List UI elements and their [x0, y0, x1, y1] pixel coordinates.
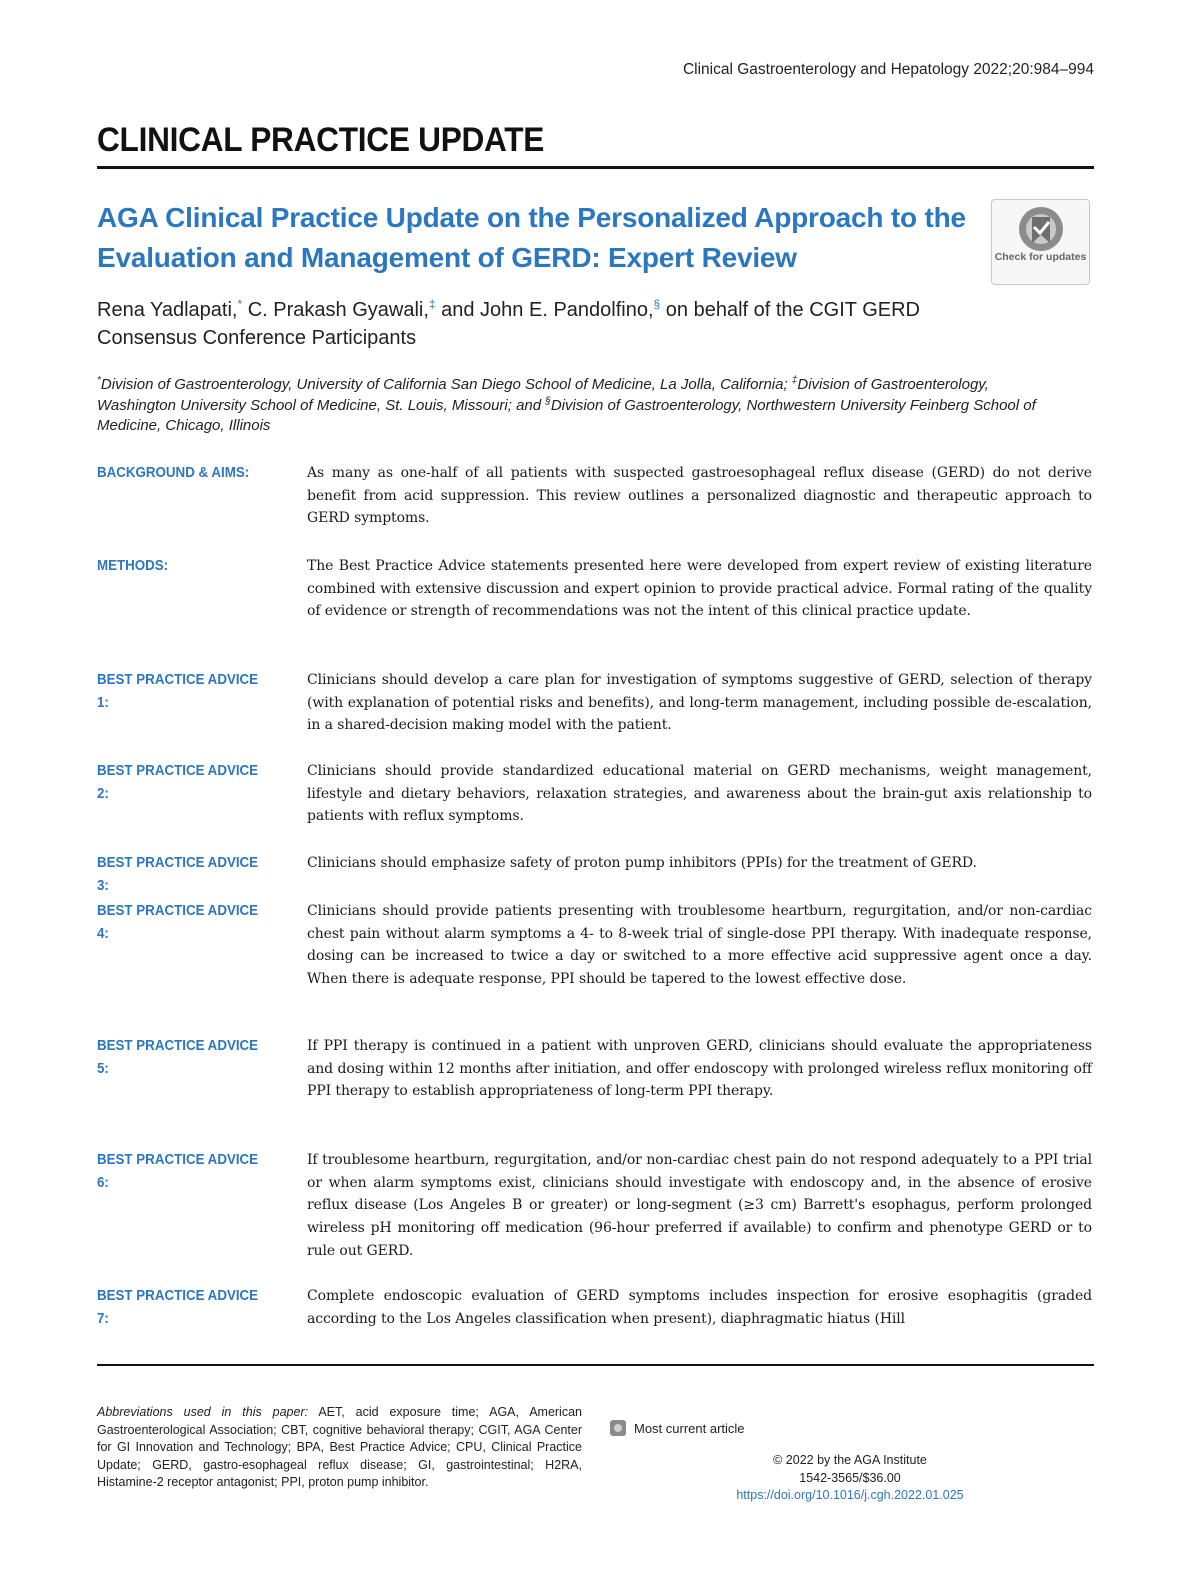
section-heading: CLINICAL PRACTICE UPDATE [97, 121, 545, 159]
bpa3-label: BEST PRACTICE ADVICE 3: [97, 855, 259, 894]
affil-text: Division of Gastroenterology, University of California San Diego School of Medicine, La Jolla, California; [100, 376, 792, 393]
author-name: C. Prakash Gyawali, [242, 299, 429, 321]
header-divider [97, 166, 1094, 169]
bpa7-text: Complete endoscopic evaluation of GERD symptoms includes inspection for erosive esophagitis (graded according to the Los Angeles classification when present), diaphragmatic hiatus (Hill [307, 1288, 1092, 1327]
author-mark[interactable]: * [237, 297, 243, 311]
author-name: and John E. Pandolfino, [435, 299, 654, 321]
bpa2-label: BEST PRACTICE ADVICE 2: [97, 763, 259, 802]
bpa7-label: BEST PRACTICE ADVICE 7: [97, 1288, 259, 1327]
affil-mark: * [97, 375, 101, 386]
footer-divider [97, 1364, 1094, 1366]
affil-text: Division of Gastroenterology, Washington University School of Medicine, St. Louis, Missouri; and [97, 376, 989, 414]
affil-mark: § [545, 395, 551, 407]
journal-citation: Clinical Gastroenterology and Hepatology 2022;20:984–994 [682, 61, 1094, 78]
bpa3-text: Clinicians should emphasize safety of proton pump inhibitors (PPIs) for the treatment of GERD. [307, 855, 977, 871]
author-mark[interactable]: ‡ [428, 297, 436, 311]
background-label: BACKGROUND & AIMS: [97, 465, 250, 481]
affil-text: Division of Gastroenterology, Northwestern University Feinberg School of Medicine, Chicago, Illinois [97, 396, 1036, 434]
affiliations [97, 375, 1057, 437]
article-title: AGA Clinical Practice Update on the Personalized Approach to the Evaluation and Management of GERD: Expert Review [97, 202, 966, 273]
background-text: As many as one-half of all patients with suspected gastroesophageal reflux disease (GERD) do not derive benefit from acid suppression. This review outlines a personalized diagnostic and therapeutic approach to GERD symptoms. [307, 465, 1092, 527]
methods-text: The Best Practice Advice statements presented here were developed from expert review of existing literature combined with extensive discussion and expert opinion to provide practical advice. Formal rating of the quality of evidence or strength of recommendations was not the intent of this clinical practice update. [307, 558, 1092, 620]
bpa5-text: If PPI therapy is continued in a patient with unproven GERD, clinicians should evaluate the appropriateness and dosing within 12 months after initiation, and offer endoscopy with prolonged wireless reflux monitoring off PPI therapy to establish appropriateness of long-term PPI therapy. [307, 1038, 1092, 1100]
bpa2-text: Clinicians should provide standardized educational material on GERD mechanisms, weight management, lifestyle and dietary behaviors, relaxation strategies, and awareness about the brain-gut axis relationship to patients with reflux symptoms. [307, 763, 1092, 825]
bpa5-label: BEST PRACTICE ADVICE 5: [97, 1038, 259, 1077]
author-group: on behalf of the CGIT GERD Consensus Conference Participants [97, 299, 920, 349]
abbreviations-note [97, 1404, 582, 1492]
affil-mark: ‡ [791, 375, 798, 386]
bpa4-label: BEST PRACTICE ADVICE 4: [97, 903, 259, 942]
author-list [97, 296, 997, 352]
issn-line: 1542-3565/$36.00 [799, 1470, 901, 1485]
bpa6-label: BEST PRACTICE ADVICE 6: [97, 1152, 259, 1191]
bpa1-label: BEST PRACTICE ADVICE 1: [97, 672, 259, 711]
current-article-label: Most current article [634, 1420, 745, 1436]
copyright-block [700, 1452, 1000, 1505]
author-mark[interactable]: § [653, 297, 661, 311]
author-name: Rena Yadlapati, [97, 299, 238, 321]
bpa4-text: Clinicians should provide patients presenting with troublesome heartburn, regurgitation, and/or non-cardiac chest pain without alarm symptoms a 4- to 8-week trial of single-dose PPI therapy. With inadequate response, dosing can be increased to twice a day or switched to a more effective acid suppressive agent once a day. When there is adequate response, PPI should be tapered to the lowest effective dose. [307, 903, 1092, 988]
doi-link[interactable]: https://doi.org/10.1016/j.cgh.2022.01.025 [736, 1488, 964, 1502]
bpa6-text: If troublesome heartburn, regurgitation, and/or non-cardiac chest pain do not respond adequately to a PPI trial or when alarm symptoms exist, clinicians should investigate with endoscopy and, in the absence of erosive reflux disease (Los Angeles B or greater) or long-segment (≥3 cm) Barrett's esophagus, perform prolonged wireless pH monitoring off medication (96-hour preferred if available) to confirm and phenotype GERD or to rule out GERD. [307, 1152, 1092, 1259]
check-for-updates-badge[interactable] [991, 199, 1090, 285]
copyright-line: © 2022 by the AGA Institute [773, 1453, 927, 1467]
methods-label: METHODS: [97, 558, 169, 574]
abbreviations-lead: Abbreviations used in this paper: [97, 1405, 309, 1419]
bpa1-text: Clinicians should develop a care plan for investigation of symptoms suggestive of GERD, selection of therapy (with explanation of potential risks and benefits), and long-term management, including possible de-escalation, in a shared-decision making model with the patient. [307, 672, 1092, 734]
crossmark-icon [1016, 205, 1066, 253]
current-article-note[interactable] [610, 1420, 745, 1436]
current-article-icon [610, 1420, 626, 1436]
abbreviations-text: AET, acid exposure time; AGA, American Gastroenterological Association; CBT, cognitive behavioral therapy; CGIT, AGA Center for GI Innovation and Technology; BPA, Best Practice Advice; CPU, Clinical Practice Update; GERD, gastro-esophageal reflux disease; GI, gastrointestinal; H2RA, Histamine-2 receptor antagonist; PPI, proton pump inhibitor. [97, 1405, 582, 1489]
badge-label: Check for updates [994, 251, 1087, 263]
